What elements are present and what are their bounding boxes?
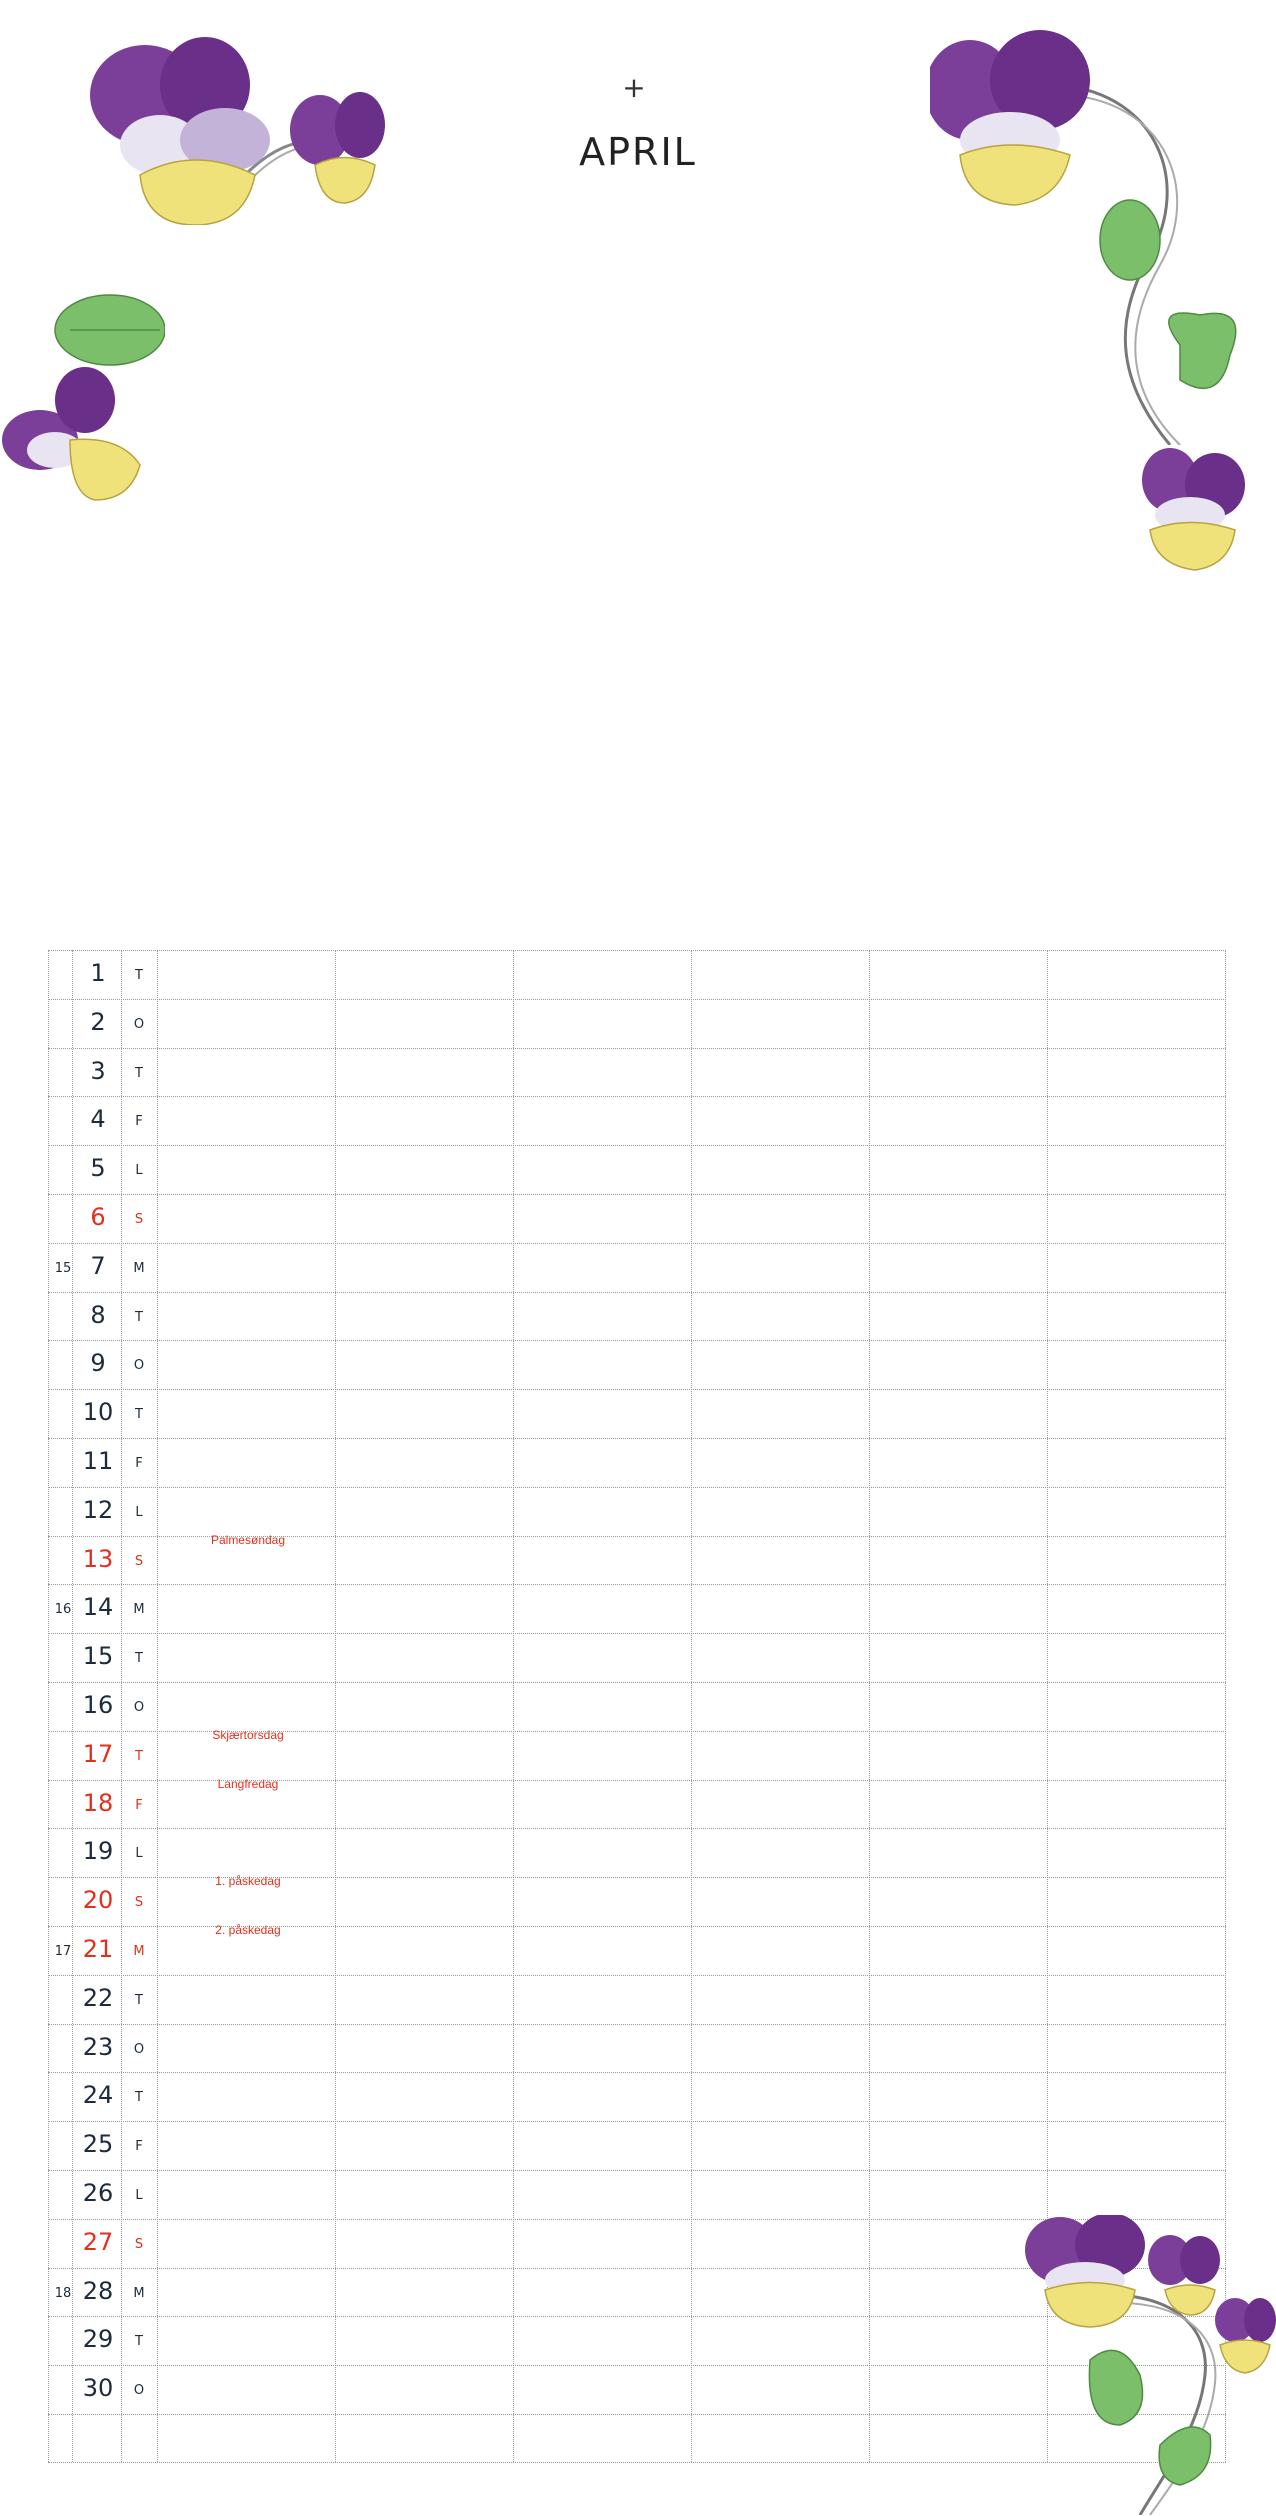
- pansy-top-right-icon: [930, 25, 1260, 445]
- weekday-letter: L: [135, 1504, 143, 1520]
- calendar-row[interactable]: [48, 2121, 1226, 2170]
- day-number: 18: [82, 1788, 114, 1817]
- calendar-row[interactable]: [48, 1048, 1226, 1097]
- week-number: 16: [54, 1602, 72, 1618]
- pansy-right-icon: [1135, 445, 1250, 575]
- weekday-letter: O: [133, 2041, 145, 2057]
- calendar-row[interactable]: [48, 1975, 1226, 2024]
- pansy-bottom-right-icon: [1020, 2215, 1276, 2515]
- day-number: 14: [82, 1593, 114, 1622]
- pansy-left-icon: [0, 290, 165, 510]
- calendar-row[interactable]: [48, 1487, 1226, 1536]
- weekday-letter: M: [133, 1602, 145, 1618]
- weekday-letter: F: [135, 1456, 143, 1471]
- day-number: 24: [82, 2081, 114, 2110]
- plus-mark: +: [622, 71, 646, 104]
- grid-line: [121, 950, 122, 2462]
- day-number: 22: [82, 1983, 114, 2012]
- day-number: 11: [82, 1447, 114, 1475]
- weekday-letter: T: [135, 1651, 143, 1667]
- month-title: APRIL: [579, 130, 697, 174]
- day-number: 26: [82, 2179, 114, 2207]
- holiday-label: Palmesøndag: [210, 1532, 286, 1547]
- calendar-row[interactable]: [48, 1682, 1226, 1731]
- calendar-row[interactable]: [48, 1096, 1226, 1145]
- day-number: 19: [82, 1837, 114, 1866]
- calendar-row[interactable]: [48, 1874, 1226, 1926]
- weekday-letter: M: [133, 1260, 145, 1276]
- week-number: 17: [54, 1944, 72, 1959]
- calendar-row[interactable]: [48, 1194, 1226, 1243]
- day-number: 5: [90, 1154, 106, 1183]
- weekday-letter: M: [133, 2285, 145, 2301]
- weekday-letter: T: [135, 1065, 143, 1081]
- calendar-row[interactable]: [48, 1828, 1226, 1877]
- day-number: 28: [82, 2276, 114, 2305]
- day-number: 20: [82, 1886, 114, 1915]
- calendar-row[interactable]: [48, 1727, 1226, 1780]
- holiday-label: Skjærtorsdag: [212, 1727, 284, 1742]
- weekday-letter: T: [135, 1407, 143, 1423]
- weekday-letter: O: [133, 1700, 145, 1715]
- day-number: 16: [82, 1691, 114, 1719]
- calendar-row[interactable]: [48, 1145, 1226, 1194]
- grid-line: [157, 950, 158, 2462]
- weekday-letter: T: [135, 968, 143, 983]
- calendar-row[interactable]: [48, 1438, 1226, 1487]
- weekday-letter: O: [133, 2383, 145, 2399]
- grid-line: [72, 950, 73, 2462]
- calendar-row[interactable]: [48, 2024, 1226, 2073]
- weekday-letter: S: [134, 2236, 144, 2252]
- day-number: 4: [90, 1105, 106, 1134]
- day-number: 27: [82, 2227, 114, 2256]
- weekday-letter: L: [135, 1846, 143, 1862]
- weekday-letter: T: [135, 1309, 143, 1325]
- grid-line: [869, 950, 870, 2462]
- day-number: 2: [90, 1007, 106, 1036]
- week-number: 15: [54, 1260, 72, 1276]
- holiday-label: 1. påskedag: [215, 1874, 281, 1889]
- day-number: 25: [82, 2130, 114, 2159]
- calendar-row[interactable]: [48, 999, 1226, 1048]
- weekday-letter: S: [134, 1553, 144, 1569]
- weekday-letter: T: [135, 1992, 143, 2008]
- day-number: 17: [82, 1739, 114, 1768]
- weekday-letter: O: [133, 1016, 145, 1032]
- day-number: 21: [82, 1935, 114, 1963]
- weekday-letter: F: [135, 1114, 143, 1130]
- day-number: 29: [82, 2325, 114, 2354]
- grid-line: [691, 950, 692, 2462]
- day-number: 7: [90, 1251, 106, 1280]
- calendar-row[interactable]: [48, 1633, 1226, 1682]
- day-number: 12: [82, 1495, 114, 1524]
- day-number: 30: [82, 2374, 114, 2403]
- calendar-row[interactable]: [48, 1292, 1226, 1341]
- weekday-letter: O: [133, 1358, 145, 1374]
- day-number: 6: [90, 1203, 106, 1231]
- calendar-row[interactable]: [48, 1776, 1226, 1829]
- calendar-row[interactable]: [48, 1584, 1226, 1633]
- calendar-row[interactable]: [48, 2072, 1226, 2121]
- grid-line: [513, 950, 514, 2462]
- calendar-row[interactable]: [48, 2170, 1226, 2219]
- weekday-letter: F: [135, 1797, 143, 1813]
- grid-line: [335, 950, 336, 2462]
- day-number: 15: [82, 1642, 114, 1671]
- weekday-letter: T: [135, 1748, 143, 1764]
- calendar-row[interactable]: [48, 950, 1226, 999]
- day-number: 23: [82, 2032, 114, 2061]
- weekday-letter: M: [133, 1944, 145, 1959]
- weekday-letter: T: [135, 2090, 143, 2106]
- holiday-label: 2. påskedag: [215, 1923, 281, 1937]
- weekday-letter: L: [135, 1163, 143, 1179]
- week-number: 18: [54, 2285, 72, 2301]
- day-number: 3: [90, 1056, 106, 1085]
- calendar-row[interactable]: [48, 1340, 1226, 1389]
- day-number: 9: [90, 1349, 106, 1378]
- grid-line: [48, 950, 49, 2462]
- weekday-letter: F: [135, 2139, 143, 2155]
- day-number: 8: [90, 1300, 106, 1329]
- pansy-top-left-icon: [85, 25, 385, 225]
- calendar-row[interactable]: [48, 1389, 1226, 1438]
- calendar-row[interactable]: [48, 1243, 1226, 1292]
- day-number: 10: [82, 1398, 114, 1427]
- holiday-label: Langfredag: [217, 1776, 279, 1791]
- weekday-letter: S: [134, 1895, 144, 1911]
- calendar-row[interactable]: [48, 1923, 1226, 1975]
- day-number: 13: [82, 1544, 114, 1573]
- day-number: 1: [90, 959, 106, 987]
- weekday-letter: S: [134, 1212, 144, 1227]
- weekday-letter: L: [135, 2188, 143, 2203]
- weekday-letter: T: [135, 2334, 143, 2350]
- calendar-row[interactable]: [48, 1532, 1226, 1585]
